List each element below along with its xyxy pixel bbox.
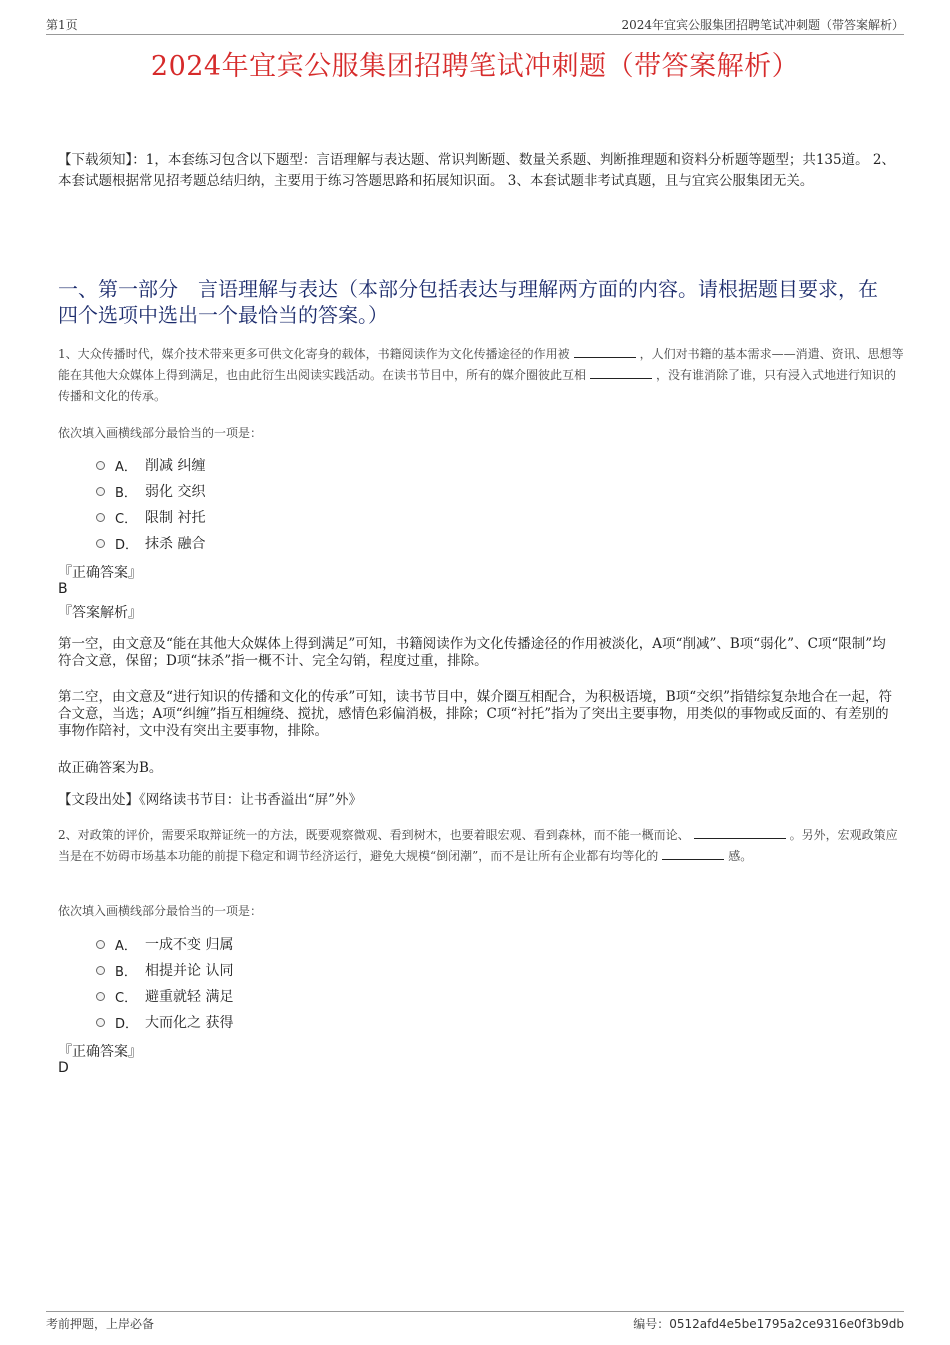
radio-icon[interactable] (96, 487, 105, 496)
header-doc-title: 2024年宜宾公服集团招聘笔试冲刺题（带答案解析） (621, 18, 904, 32)
footer-slogan: 考前押题，上岸必备 (46, 1317, 155, 1331)
download-notice: 【下载须知】：1，本套练习包含以下题型：言语理解与表达题、常识判断题、数量关系题、判断推理题和资料分析题等题型；共135道。 2、本套试题根据常见招考题总结归纳，主要用于练习答题思路和拓展知识面。 3、本套试题非考试真题，且与宜宾公服集团无关。 (58, 152, 895, 189)
page-header (46, 14, 904, 35)
fill-blank (590, 365, 652, 379)
option-b[interactable]: B． 弱化 交织 (96, 478, 205, 504)
option-a[interactable]: A． 削减 纠缠 (96, 452, 205, 478)
question-2-text: 2、对政策的评价，需要采取辩证统一的方法，既要观察微观、看到树木，也要着眼宏观、看到森林，而不能一概而论、 。另外，宏观政策应当是在不妨碍市场基本功能的前提下稳定和调节经济运行，避免大规模“倒闭潮”，而不是让所有企业都有均等化的 感。 (58, 825, 904, 867)
question-1-prompt: 依次填入画横线部分最恰当的一项是： (58, 426, 263, 440)
page-number: 第1页 (46, 18, 78, 32)
analysis-conclusion: 故正确答案为B。 (58, 760, 163, 776)
option-d[interactable]: D． 大而化之 获得 (96, 1009, 233, 1035)
radio-icon[interactable] (96, 1018, 105, 1027)
source-citation: 【文段出处】《网络读书节目：让书香溢出“屏”外》 (58, 792, 363, 808)
section-title: 一、第一部分 言语理解与表达（本部分包括表达与理解两方面的内容。请根据题目要求，在四个选项中选出一个最恰当的答案。） (58, 277, 878, 327)
correct-answer: D (58, 1060, 69, 1076)
option-a[interactable]: A． 一成不变 归属 (96, 931, 233, 957)
radio-icon[interactable] (96, 992, 105, 1001)
radio-icon[interactable] (96, 940, 105, 949)
page-footer (46, 1311, 904, 1334)
correct-answer-label: 『正确答案』 (58, 1044, 142, 1060)
option-c[interactable]: C． 避重就轻 满足 (96, 983, 233, 1009)
option-c[interactable]: C． 限制 衬托 (96, 504, 205, 530)
option-d[interactable]: D． 抹杀 融合 (96, 530, 205, 556)
document-title: 2024年宜宾公服集团招聘笔试冲刺题（带答案解析） (150, 51, 800, 82)
question-2-prompt: 依次填入画横线部分最恰当的一项是： (58, 904, 263, 918)
fill-blank (574, 344, 636, 358)
footer-serial: 编号：0512afd4e5be1795a2ce9316e0f3b9db (633, 1317, 904, 1331)
analysis-label: 『答案解析』 (58, 605, 142, 621)
question-1-text: 1、大众传播时代，媒介技术带来更多可供文化寄身的载体，书籍阅读作为文化传播途径的作用被 ，人们对书籍的基本需求——消遣、资讯、思想等能在其他大众媒体上得到满足，也由此衍生出阅读实践活动。在读书节目中，所有的媒介圈彼此互相 ，没有谁消除了谁，只有浸入式地进行知识的传播和文化的传承。 (58, 344, 904, 407)
question-1-options (96, 452, 205, 556)
correct-answer-label: 『正确答案』 (58, 565, 142, 581)
fill-blank (694, 825, 786, 839)
question-2-options (96, 931, 233, 1035)
radio-icon[interactable] (96, 513, 105, 522)
radio-icon[interactable] (96, 966, 105, 975)
analysis-paragraph-2: 第二空，由文意及“进行知识的传播和文化的传承”可知，读书节目中，媒介圈互相配合，为积极语境，B项“交织”指错综复杂地合在一起，符合文意，当选；A项“纠缠”指互相缠绕、搅扰，感情色彩偏消极，排除；C项“衬托”指为了突出主要事物，用类似的事物或反面的、有差别的事物作陪衬，文中没有突出主要事物，排除。 (58, 689, 893, 739)
fill-blank (662, 846, 724, 860)
correct-answer: B (58, 581, 68, 597)
radio-icon[interactable] (96, 539, 105, 548)
analysis-paragraph-1: 第一空，由文意及“能在其他大众媒体上得到满足”可知，书籍阅读作为文化传播途径的作用被淡化，A项“削减”、B项“弱化”、C项“限制”均符合文意，保留；D项“抹杀”指一概不计、完全勾销，程度过重，排除。 (58, 636, 886, 669)
option-b[interactable]: B． 相提并论 认同 (96, 957, 233, 983)
radio-icon[interactable] (96, 461, 105, 470)
